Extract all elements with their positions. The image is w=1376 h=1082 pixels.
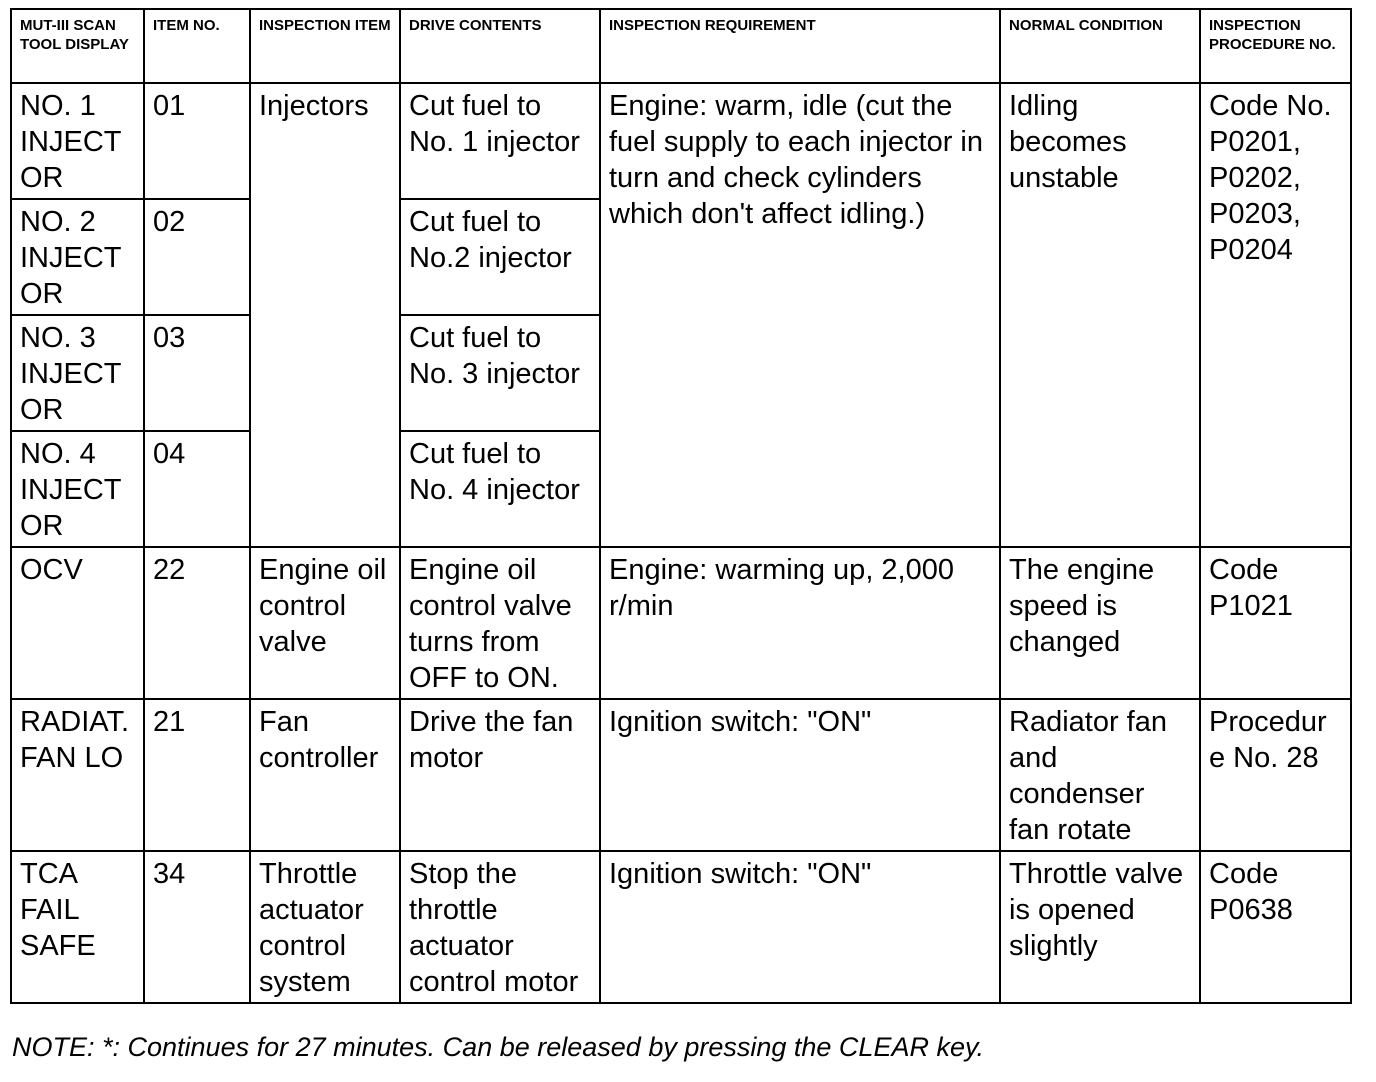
item-no-cell: 04	[144, 431, 250, 547]
drive-contents-cell: Cut fuel to No. 3 injector	[400, 315, 600, 431]
drive-contents-cell: Drive the fan motor	[400, 699, 600, 851]
header-inspection-item: INSPECTION ITEM	[250, 9, 400, 83]
item-no-cell: 01	[144, 83, 250, 199]
inspection-item-cell: Fan controller	[250, 699, 400, 851]
drive-contents-cell: Cut fuel to No. 1 injector	[400, 83, 600, 199]
header-drive-contents: DRIVE CONTENTS	[400, 9, 600, 83]
display-cell: TCA FAIL SAFE	[11, 851, 144, 1003]
drive-contents-cell: Cut fuel to No.2 injector	[400, 199, 600, 315]
header-procedure-no: INSPECTION PROCEDURE NO.	[1200, 9, 1351, 83]
display-cell: OCV	[11, 547, 144, 699]
header-item-no: ITEM NO.	[144, 9, 250, 83]
inspection-requirement-cell: Ignition switch: "ON"	[600, 851, 1000, 1003]
display-cell: NO. 1 INJECT OR	[11, 83, 144, 199]
item-no-cell: 34	[144, 851, 250, 1003]
footnote: NOTE: *: Continues for 27 minutes. Can be released by pressing the CLEAR key.	[12, 1032, 984, 1062]
display-cell: NO. 4 INJECT OR	[11, 431, 144, 547]
normal-condition-cell: The engine speed is changed	[1000, 547, 1200, 699]
item-no-cell: 03	[144, 315, 250, 431]
table-row	[11, 547, 1351, 699]
procedure-no-cell: Code No. P0201, P0202, P0203, P0204	[1200, 83, 1351, 547]
display-cell: NO. 2 INJECT OR	[11, 199, 144, 315]
actuator-test-table	[10, 8, 1352, 1004]
normal-condition-cell: Idling becomes unstable	[1000, 83, 1200, 547]
procedure-no-cell: Procedur e No. 28	[1200, 699, 1351, 851]
item-no-cell: 22	[144, 547, 250, 699]
header-display: MUT-III SCAN TOOL DISPLAY	[11, 9, 144, 83]
header-normal-condition: NORMAL CONDITION	[1000, 9, 1200, 83]
procedure-no-cell: Code P0638	[1200, 851, 1351, 1003]
table-row	[11, 699, 1351, 851]
inspection-item-cell: Injectors	[250, 83, 400, 547]
inspection-item-cell: Throttle actuator control system	[250, 851, 400, 1003]
table-row	[11, 851, 1351, 1003]
drive-contents-cell: Cut fuel to No. 4 injector	[400, 431, 600, 547]
inspection-requirement-cell: Engine: warm, idle (cut the fuel supply to each injector in turn and check cylinders which don't affect idling.)	[600, 83, 1000, 547]
display-cell: RADIAT. FAN LO	[11, 699, 144, 851]
display-cell: NO. 3 INJECT OR	[11, 315, 144, 431]
table-row	[11, 83, 1351, 199]
header-row	[11, 9, 1351, 83]
inspection-requirement-cell: Engine: warming up, 2,000 r/min	[600, 547, 1000, 699]
header-inspection-requirement: INSPECTION REQUIREMENT	[600, 9, 1000, 83]
inspection-requirement-cell: Ignition switch: "ON"	[600, 699, 1000, 851]
item-no-cell: 21	[144, 699, 250, 851]
drive-contents-cell: Engine oil control valve turns from OFF to ON.	[400, 547, 600, 699]
normal-condition-cell: Radiator fan and condenser fan rotate	[1000, 699, 1200, 851]
drive-contents-cell: Stop the throttle actuator control motor	[400, 851, 600, 1003]
inspection-item-cell: Engine oil control valve	[250, 547, 400, 699]
item-no-cell: 02	[144, 199, 250, 315]
procedure-no-cell: Code P1021	[1200, 547, 1351, 699]
normal-condition-cell: Throttle valve is opened slightly	[1000, 851, 1200, 1003]
